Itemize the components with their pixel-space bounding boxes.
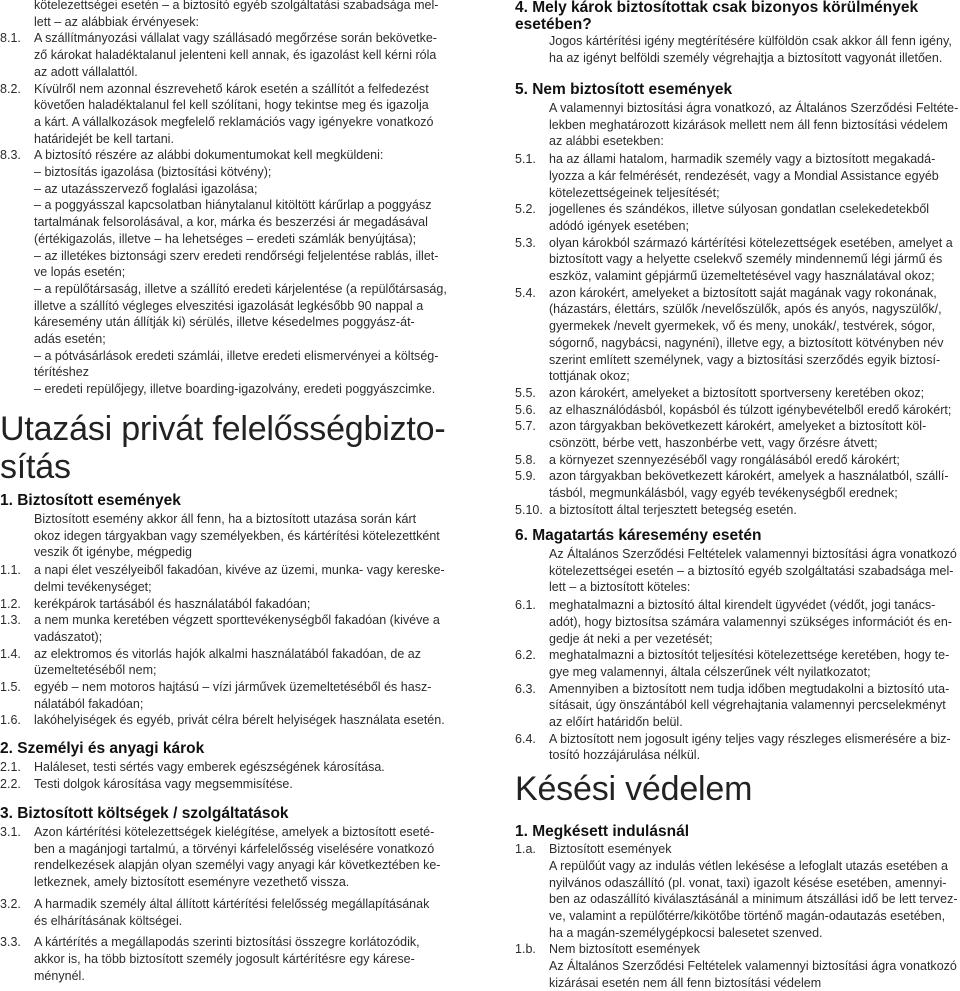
list-item-text: tásból, megmunkálásból, vagy egyéb tevékenységből erednek; — [549, 486, 898, 501]
list-item-text: A szállítmányozási vállalat vagy szállásadó megőrzése során bekövetke- — [34, 31, 437, 46]
list-item-text: azon károkért, amelyeket a biztosított sportverseny keretében okoz; — [549, 385, 925, 400]
list-item-number: 8.2. — [0, 81, 21, 96]
list-item-text: azon károkért, amelyeket a biztosított saját magának vagy rokonának, — [549, 285, 937, 300]
list-item-number: 3.1. — [0, 825, 21, 839]
list-item-text: sításait, úgy önszántából kell végrehajtania valamennyi percselekményt — [549, 698, 946, 713]
list-item-text: jogellenes és szándékos, illetve súlyosan gondatlan cselekedetekből — [549, 202, 930, 217]
list-item-text: a nem munka keretében végzett sporttevékenységből fakadóan (kivéve a — [34, 613, 440, 628]
paragraph-line: Az Általános Szerződési Feltételek valamennyi biztosítási ágra vonatkozó — [549, 547, 957, 561]
list-item-text: üzemeltetéséből nem; — [34, 663, 157, 678]
paragraph-line: okoz idegen tárgyakban vagy személyekben, és kártérítési kötelezettként — [34, 528, 440, 543]
list-item-text: nálatából fakadóan; — [34, 696, 144, 711]
list-item-text: adás esetén; — [34, 332, 106, 346]
section-heading: 1. Biztosított események — [0, 492, 181, 509]
list-item-text: gedje át neki a per vezetését; — [549, 631, 713, 646]
list-item-text: egyéb – nem motoros hajtású – vízi járművek üzemeltetéséből és hasz- — [34, 680, 432, 694]
list-item-text: – a repülőtársaság, illetve a szállító eredeti kárjelentése (a repülőtársaság, — [34, 281, 447, 296]
list-item-text: gyermekek /nevelt gyermekek, vő és meny, unokák/, testvérek, sógor, — [549, 319, 936, 334]
paragraph-line: lett – az alábbiak érvényesek: — [34, 14, 199, 29]
list-item-text: Amennyiben a biztosított nem tudja időben megtudakolni a biztosító uta- — [549, 681, 950, 696]
list-item-number: 5.5. — [515, 385, 536, 400]
list-item-number: 1.5. — [0, 680, 21, 694]
list-item-text: meghatalmazni a biztosítót teljesítési kötelezettsége keretében, hogy te- — [549, 648, 950, 663]
paragraph-line: kizárásai esetén nem áll fenn biztosítási védelem — [549, 975, 822, 990]
list-item-text: akkor is, ha több biztosított személy jogosult kártérítésre egy kárese- — [34, 951, 415, 966]
paragraph-line: kötelezettségei esetén – a biztosító egyéb szolgáltatási szabadsága mel- — [549, 563, 954, 578]
section-heading: 6. Magatartás káresemény esetén — [515, 527, 762, 544]
section-heading: 3. Biztosított költségek / szolgáltatások — [0, 805, 289, 822]
list-item-number: 6.3. — [515, 681, 536, 696]
list-item-number: 8.3. — [0, 148, 21, 163]
list-item-text: adódó igények esetében; — [549, 218, 689, 233]
paragraph-line: Jogos kártérítési igény megtérítésére külföldön csak akkor áll fenn igény, — [549, 34, 952, 48]
list-item-text: (házastárs, élettárs, szülők /nevelőszülők, após és anyós, nagyszülők/, — [549, 302, 942, 317]
list-item-text: a biztosított által terjesztett betegség esetén. — [549, 502, 797, 517]
list-item-text: lakóhelyiségek és egyéb, privát célra bérelt helyiségek használata esetén. — [34, 713, 445, 728]
list-item-number: 6.1. — [515, 598, 536, 613]
list-item-number: 1.b. — [515, 942, 536, 956]
list-item-text: illetve a szállító végleges elveszitési igazolását legkésőbb 90 nappal a — [34, 298, 424, 313]
list-item-number: 5.10. — [515, 502, 543, 517]
list-item-text: Haláleset, testi sértés vagy emberek egészségének károsítása. — [34, 760, 385, 774]
paragraph-line: A repülőút vagy az indulás vétlen lekésése a lefoglalt utazás esetében a — [549, 859, 948, 873]
section-heading: 2. Személyi és anyagi károk — [0, 740, 205, 757]
list-item-text: – az utazásszervező foglalási igazolása; — [34, 181, 258, 196]
list-item-text: térítéshez — [34, 365, 89, 380]
list-item-text: – a pótvásárlások eredeti számlái, illetve eredeti elismervényei a költség- — [34, 348, 439, 363]
section-main-title: Utazási privát felelősségbizto- — [0, 410, 446, 448]
list-item-number: 5.7. — [515, 419, 536, 434]
list-item-number: 5.3. — [515, 235, 536, 250]
list-item-number: 1.2. — [0, 596, 21, 611]
list-item-number: 6.2. — [515, 648, 536, 663]
list-item-text: Kívülről nem azonnal észrevehető károk esetén a szállítót a felfedezést — [34, 81, 429, 96]
paragraph-line: lett – a biztosított köteles: — [549, 580, 691, 595]
list-item-text: a kárt. A vállalkozások megfelelő reklamációs vagy igényekre vonatkozó — [34, 114, 434, 129]
list-item-text: Azon kártérítési kötelezettségek kielégítése, amelyek a biztosított eseté- — [34, 825, 435, 839]
list-item-text: a környezet szennyezéséből vagy rongálásából eredő károkért; — [549, 452, 900, 467]
list-item-number: 1.a. — [515, 842, 536, 856]
section-main-title: Késési védelem — [515, 770, 753, 808]
list-item-text: tartalmának felsorolásával, a kor, márka és beszerzési ár megadásával — [34, 215, 428, 230]
paragraph-line: ha a magán-személygépkocsi balesetet szenved. — [549, 925, 823, 940]
list-item-text: olyan károkból származó kártérítési kötelezettségek esetében, amelyet a — [549, 235, 953, 250]
list-item-text: az elhasználódásból, kopásból és túlzott igénybevételből eredő károkért; — [549, 402, 952, 417]
list-item-number: 5.8. — [515, 452, 536, 467]
section-heading: 1. Megkésett indulásnál — [515, 823, 689, 840]
paragraph-line: az alábbi esetekben: — [549, 134, 664, 149]
section-heading: 5. Nem biztosított események — [515, 81, 733, 98]
paragraph-line: ben az odaszállító kiválasztásánál a minimum átszállási idő be lett tervez- — [549, 892, 958, 907]
list-item-text: gye meg valamennyi, általa célszerűnek vélt nyilatkozatot; — [549, 664, 871, 679]
list-item-number: 5.2. — [515, 202, 536, 217]
list-item-text: – biztosítás igazolása (biztosítási kötvény); — [34, 165, 272, 179]
list-item-number: 5.6. — [515, 402, 536, 417]
list-item-text: letkeznek, amely biztosított eseményre vezethető vissza. — [34, 875, 350, 890]
list-item-text: kötelezettségeinek teljesítését; — [549, 185, 720, 200]
section-heading: esetében? — [515, 16, 592, 33]
list-item-number: 5.9. — [515, 469, 536, 484]
list-item-text: vadászatot); — [34, 629, 103, 644]
list-item-text: A biztosított nem jogosult igény teljes vagy részleges elismerésére a biz- — [549, 731, 951, 746]
list-item-number: 1.6. — [0, 713, 21, 728]
paragraph-line: ve, valamint a repülőtérre/kikötőbe történő magán-odautazás esetében, — [549, 909, 946, 924]
section-main-title: sítás — [0, 448, 71, 486]
list-item-text: azon tárgyakban bekövetkezett károkért, amelyeket a biztosított köl- — [549, 419, 927, 434]
list-item-number: 5.1. — [515, 152, 536, 167]
list-item-text: biztosított vagy a helyette cselekvő személy mindennemű légi jármű és — [549, 252, 943, 267]
list-item-number: 2.2. — [0, 776, 21, 791]
list-item-number: 1.3. — [0, 613, 21, 628]
list-item-number: 1.1. — [0, 563, 21, 578]
list-item-text: követően haladéktalanul fel kell szólítani, hogy tekintse meg és igazolja — [34, 98, 429, 113]
list-item-text: kerékpárok tartásából és használatából fakadóan; — [34, 596, 311, 611]
list-item-number: 8.1. — [0, 31, 21, 46]
list-item-text: A kártérítés a megállapodás szerinti biztosítási összegre korlátozódik, — [34, 935, 420, 950]
list-item-text: sógornő, nagybácsi, nagynéni), illetve egy, a biztosított kötvényben név — [549, 335, 944, 350]
paragraph-line: lekben meghatározott kizárások mellett nem áll fenn biztosítási védelem — [549, 117, 948, 132]
list-item-text: az adott vállalattól. — [34, 64, 138, 79]
paragraph-line: A valamennyi biztosítási ágra vonatkozó, az Általános Szerződési Feltéte- — [549, 101, 959, 115]
list-item-text: A harmadik személy által állított kártérítési felelősség megállapításának — [34, 896, 430, 911]
paragraph-line: veszik őt igénybe, mégpedig — [34, 545, 193, 560]
list-item-text: adót), hogy biztosítsa számára valamennyi szükséges információt és en- — [549, 614, 952, 629]
list-item-text: meghatalmazni a biztosító által kirendelt ügyvédet (védőt, jogi tanács- — [549, 598, 936, 613]
list-item-text: szerint említett személynek, vagy a biztosítási szerződés egyik biztosí- — [549, 352, 941, 367]
paragraph-line: Biztosított esemény akkor áll fenn, ha a biztosított utazása során kárt — [34, 512, 417, 526]
subsection-heading: Nem biztosított események — [549, 942, 701, 956]
paragraph-line: ha az igényt belföldi személy végrehajtja a biztosított vagyonát illetően. — [549, 50, 943, 65]
list-item-text: káresemény után állítják ki) sérülés, illetve késedelmes poggyász-át- — [34, 315, 415, 330]
section-heading: 4. Mely károk biztosítottak csak bizonyos körülmények — [515, 0, 919, 16]
list-item-text: tosító hozzájárulása nélkül. — [549, 748, 701, 763]
list-item-text: ve lopás esetén; — [34, 265, 126, 280]
list-item-number: 1.4. — [0, 646, 21, 661]
list-item-number: 6.4. — [515, 731, 536, 746]
list-item-text: ben a magánjogi tartalmú, a törvényi kárfelelősség viselésére vonatkozó — [34, 841, 435, 856]
list-item-text: az előírt határidőn belül. — [549, 715, 683, 729]
list-item-text: lyozza a kár felmérését, rendezését, vagy a Mondial Assistance egyéb — [549, 168, 939, 183]
list-item-text: (értékigazolás, illetve – ha lehetséges – eredeti számlák benyújtása); — [34, 231, 417, 246]
list-item-text: tottjának okoz; — [549, 369, 630, 384]
list-item-number: 3.3. — [0, 935, 21, 950]
paragraph-line: kötelezettségei esetén – a biztosító egyéb szolgáltatási szabadsága mel- — [34, 0, 439, 12]
list-item-text: ző károkat haladéktalanul jelenteni kell annak, és igazolást kell kérni róla — [34, 48, 437, 63]
list-item-number: 2.1. — [0, 760, 21, 774]
list-item-text: rendelkezések alapján olyan személyi vagy anyagi kár következtében ke- — [34, 858, 441, 873]
list-item-text: azon tárgyakban bekövetkezett károkért, amelyek a használatból, szállí- — [549, 469, 949, 484]
list-item-number: 5.4. — [515, 285, 536, 300]
list-item-text: – az illetékes biztonsági szerv eredeti rendőrségi feljelentése rablás, illet- — [34, 248, 439, 263]
list-item-number: 3.2. — [0, 896, 21, 911]
paragraph-line: nyilvános odaszállító (pl. vonat, taxi) igazolt késése esetében, amennyi- — [549, 875, 947, 890]
list-item-text: – eredeti repülőjegy, illetve boarding-igazolvány, eredeti poggyászcimke. — [34, 382, 436, 397]
list-item-text: ha az állami hatalom, harmadik személy vagy a biztosított megakadá- — [549, 152, 936, 167]
list-item-text: a napi élet veszélyeiből fakadóan, kivéve az üzemi, munka- vagy kereske- — [34, 563, 445, 578]
list-item-text: és elhárításának költségei. — [34, 913, 183, 928]
list-item-text: csönzött, bérbe vett, haszonbérbe vett, vagy őrzésre átvett; — [549, 436, 878, 450]
list-item-text: ménynél. — [34, 968, 85, 983]
list-item-text: Testi dolgok károsítása vagy megsemmisítése. — [34, 776, 293, 791]
list-item-text: A biztosító részére az alábbi dokumentumokat kell megküldeni: — [34, 148, 384, 163]
subsection-heading: Biztosított események — [549, 842, 672, 856]
paragraph-line: Az Általános Szerződési Feltételek valamennyi biztosítási ágra vonatkozó — [549, 959, 957, 973]
list-item-text: eszköz, valamint gépjármű üzemeltetésével vagy használatával okoz; — [549, 269, 935, 283]
list-item-text: delmi tevékenységet; — [34, 579, 152, 594]
list-item-text: határidejét be kell tartani. — [34, 131, 174, 146]
list-item-text: – a poggyásszal kapcsolatban hiánytalanul kitöltött kárűrlap a poggyász — [34, 198, 432, 213]
list-item-text: az elektromos és vitorlás hajók alkalmi használatából fakadóan, de az — [34, 646, 422, 661]
